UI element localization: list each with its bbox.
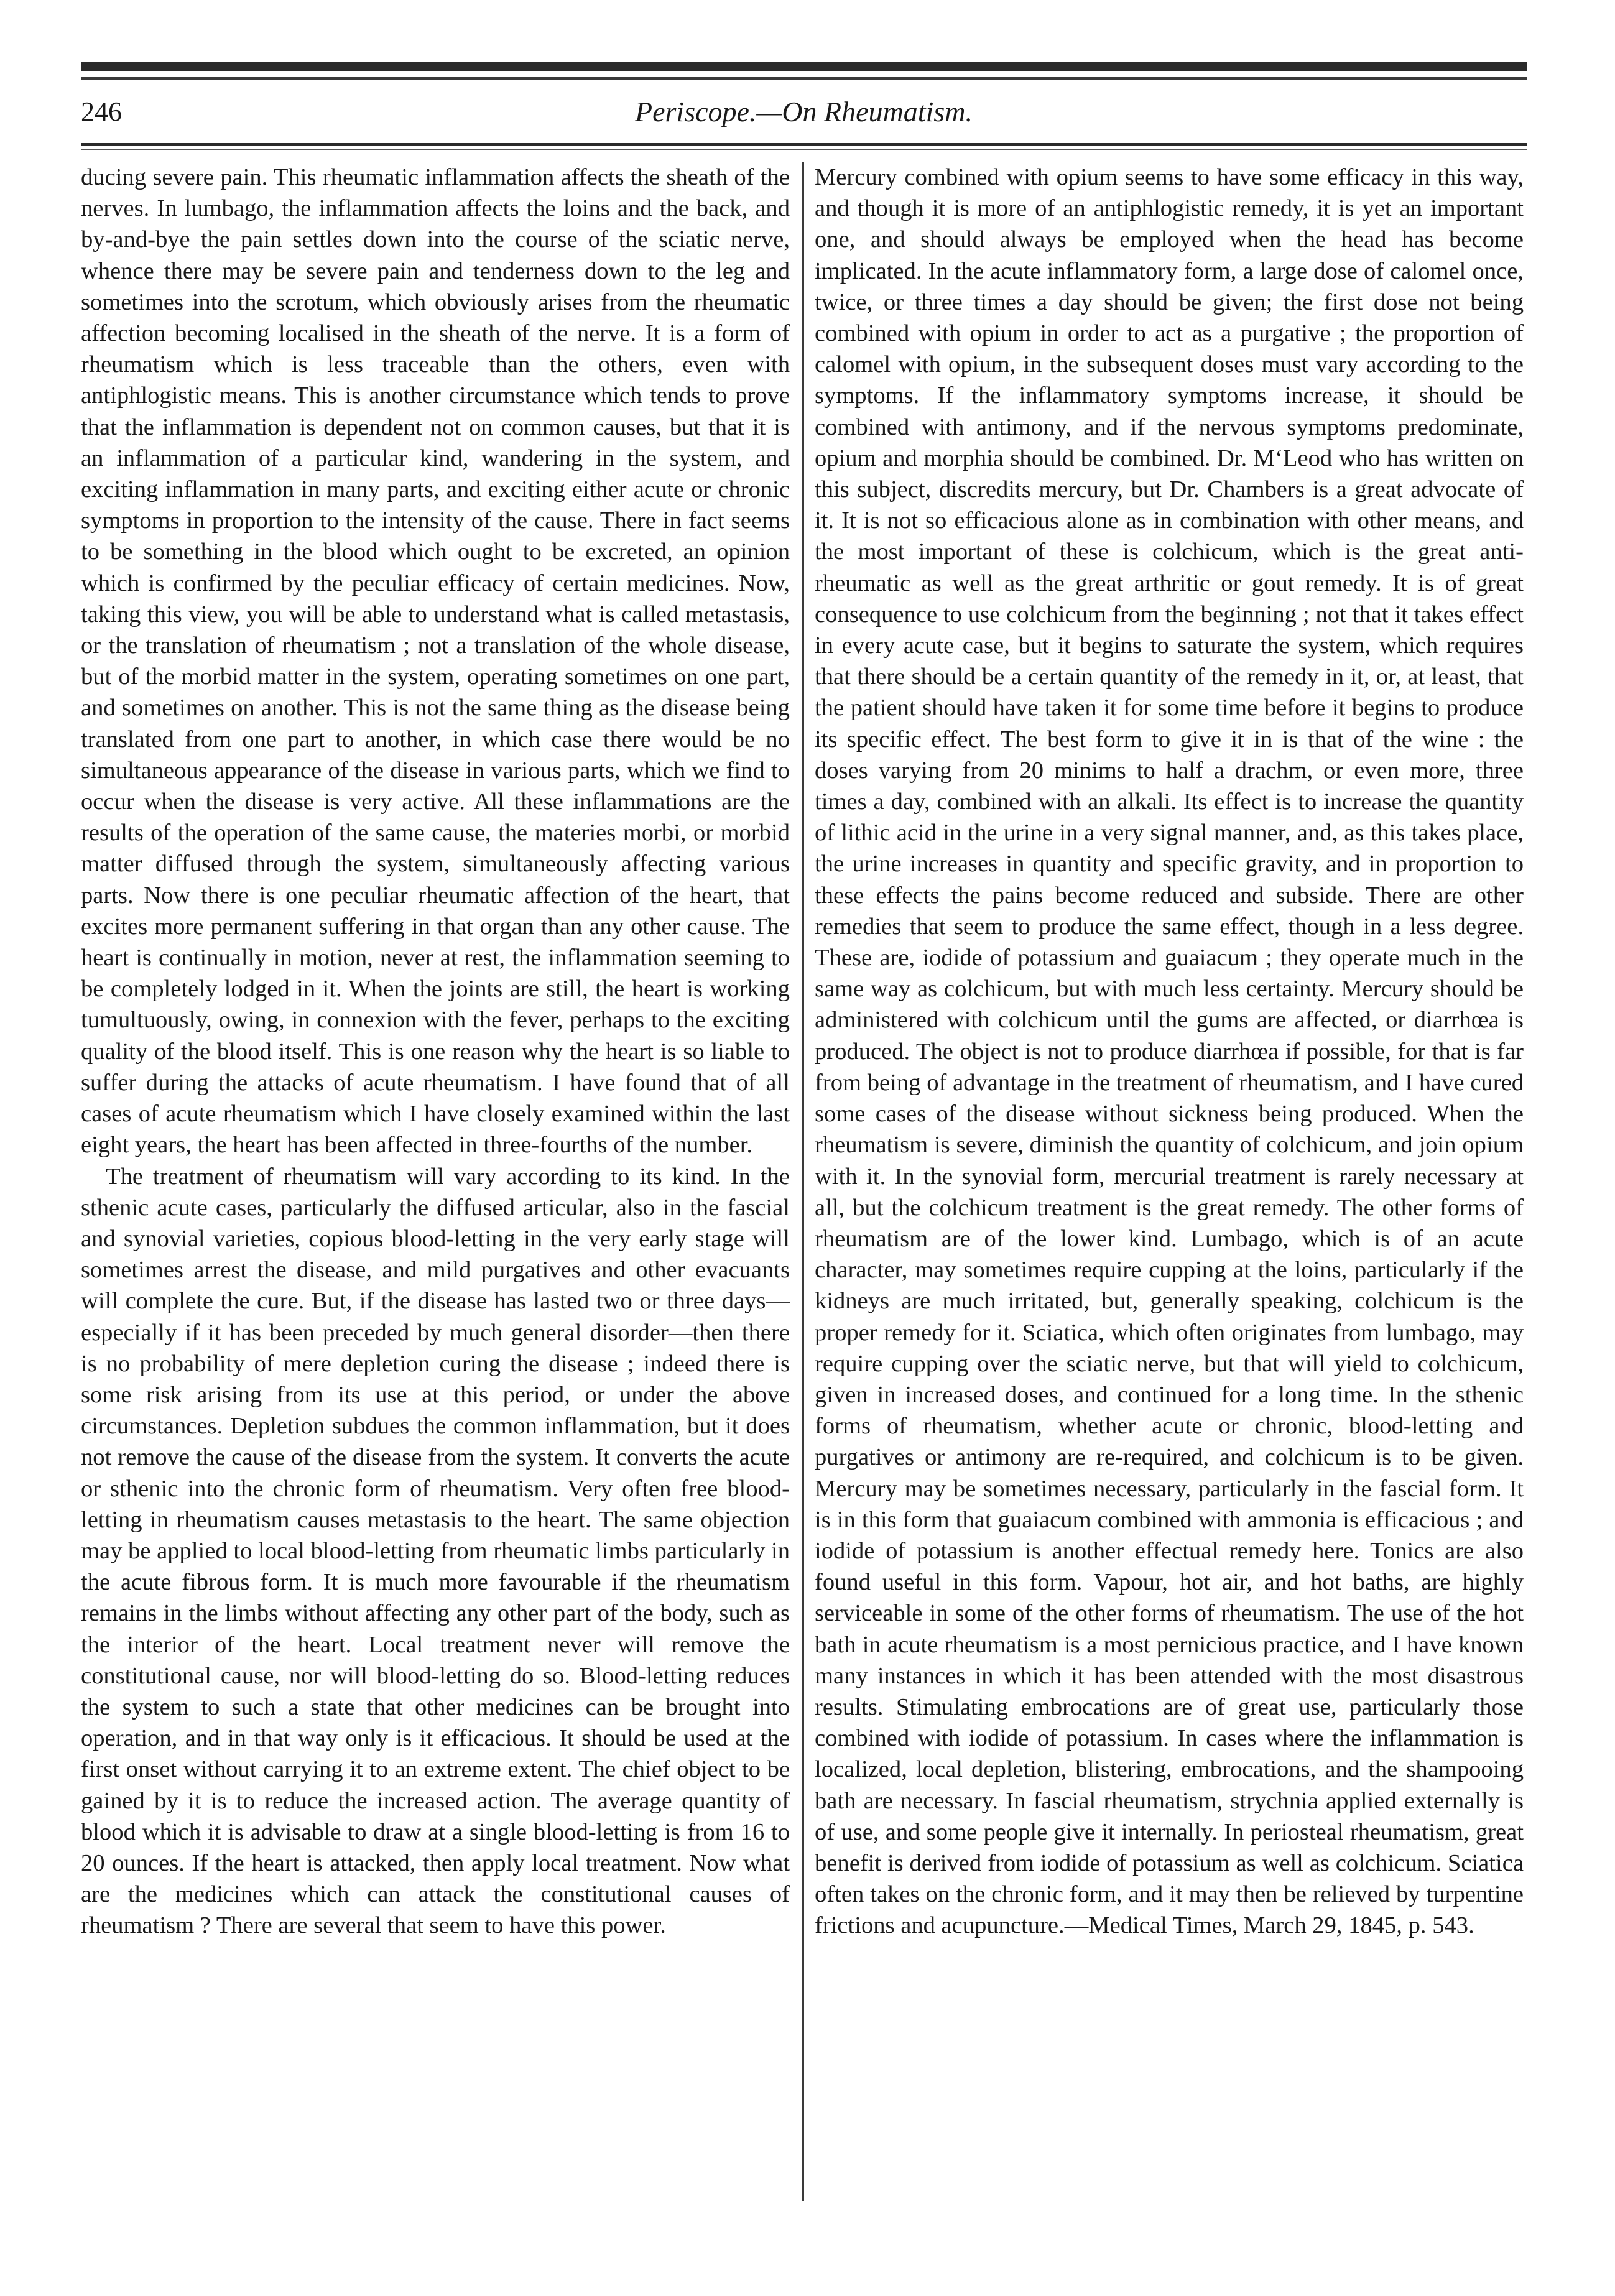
- column-divider: [802, 162, 804, 2201]
- right-column: [815, 162, 1524, 2239]
- header-rule-secondary: [81, 149, 1527, 150]
- left-paragraph-2: The treatment of rheumatism will vary according to its kind. In the sthenic acute cases, particularly the diffused articular, also in the fascial and synovial varieties, copious blood-letting in the very early stage will sometimes arrest the disease, and mild purgatives and other evacuants will complete the cure. But, if the disease has lasted two or three days—especially if it has been preceded by much general disorder—then there is no probability of mere depletion curing the disease ; indeed there is some risk arising from its use at this period, or under the above circumstances. Depletion subdues the common inflammation, but it does not remove the cause of the disease from the system. It converts the acute or sthenic into the chronic form of rheumatism. Very often free blood-letting in rheumatism causes metastasis to the heart. The same objection may be applied to local blood-letting from rheumatic limbs particularly in the acute fibrous form. It is much more favourable if the rheumatism remains in the limbs without affecting any other part of the body, such as the interior of the heart. Local treatment never will remove the constitutional cause, nor will blood-letting do so. Blood-letting reduces the system to such a state that other medicines can be brought into operation, and in that way only is it efficacious. It should be used at the first onset without carrying it to an extreme extent. The chief object to be gained by it is to reduce the increased action. The average quantity of blood which it is advisable to draw at a single blood-letting is from 16 to 20 ounces. If the heart is attacked, then apply local treatment. Now what are the medicines which can attack the constitutional causes of rheumatism ? There are several that seem to have this power.: [81, 1163, 790, 1939]
- left-column: [81, 162, 790, 2239]
- header-rule: [81, 143, 1527, 146]
- running-head: [81, 93, 1527, 143]
- top-rule-secondary: [81, 77, 1527, 80]
- running-title: Periscope.—On Rheumatism.: [635, 96, 973, 127]
- right-paragraph-1: Mercury combined with opium seems to have some efficacy in this way, and though it is more of an antiphlogistic remedy, it is yet an important one, and should always be employed when the head has become implicated. In the acute inflammatory form, a large dose of calomel once, twice, or three times a day should be given; the first dose not being combined with opium in order to act as a purgative ; the proportion of calomel with opium, in the subsequent doses must vary according to the symptoms. If the inflammatory symptoms increase, it should be combined with antimony, and if the nervous symptoms predominate, opium and morphia should be combined. Dr. M‘Leod who has written on this subject, discredits mercury, but Dr. Chambers is a great advocate of it. It is not so efficacious alone as in combination with other means, and the most important of these is colchicum, which is the great anti-rheumatic as well as the great arthritic or gout remedy. It is of great consequence to use colchicum from the beginning ; not that it takes effect in every acute case, but it begins to saturate the system, which requires that there should be a certain quantity of the remedy in it, or, at least, that the patient should have taken it for some time before it begins to produce its specific effect. The best form to give it in is that of the wine : the doses varying from 20 minims to half a drachm, or even more, three times a day, combined with an alkali. Its effect is to increase the quantity of lithic acid in the urine in a very signal manner, and, as this takes place, the urine increases in quantity and specific gravity, and in proportion to these effects the pains become reduced and subside. There are other remedies that seem to produce the same effect, though in a less degree. These are, iodide of potassium and guaiacum ; they operate much in the same way as colchicum, but with much less certainty. Mercury should be administered with colchicum until the gums are affected, or diarrhœa is produced. The object is not to produce diarrhœa if possible, for that is far from being of advantage in the treatment of rheumatism, and I have cured some cases of the disease without sickness being produced. When the rheumatism is severe, diminish the quantity of colchicum, and join opium with it. In the synovial form, mercurial treatment is rarely necessary at all, but the colchicum treatment is the great remedy. The other forms of rheumatism are of the lower kind. Lumbago, which is of an acute character, may sometimes require cupping at the loins, particularly if the kidneys are much irritated, but, generally speaking, colchicum is the proper remedy for it. Sciatica, which often originates from lumbago, may require cupping over the sciatic nerve, but that will yield to colchicum, given in increased doses, and continued for a long time. In the sthenic forms of rheumatism, whether acute or chronic, blood-letting and purgatives or antimony are re-required, and colchicum is to be given. Mercury may be sometimes necessary, particularly in the fascial form. It is in this form that guaiacum combined with ammonia is efficacious ; and iodide of potassium is another effectual remedy here. Tonics are also found useful in this form. Vapour, hot air, and hot baths, are highly serviceable in some of the other forms of rheumatism. The use of the hot bath in acute rheumatism is a most pernicious practice, and I have known many instances in which it has been attended with the most disastrous results. Stimulating embrocations are of great use, particularly those combined with iodide of potassium. In cases where the inflammation is localized, local depletion, blistering, embrocations, and the shampooing bath are necessary. In fascial rheumatism, strychnia applied externally is of use, and some people give it internally. In periosteal rheumatism, great benefit is derived from iodide of potassium as well as colchicum. Sciatica often takes on the chronic form, and it may then be relieved by turpentine frictions and acupuncture.—Medical Times, March 29, 1845, p. 543.: [815, 164, 1524, 1939]
- top-rule: [81, 62, 1527, 71]
- journal-page: [81, 62, 1527, 2239]
- left-paragraph-1: ducing severe pain. This rheumatic inflammation affects the sheath of the nerves. In lumbago, the inflammation affects the loins and the back, and by-and-bye the pain settles down into the course of the sciatic nerve, whence there may be severe pain and tenderness down to the leg and sometimes into the scrotum, which obviously arises from the rheumatic affection becoming localised in the sheath of the nerve. It is a form of rheumatism which is less traceable than the others, even with antiphlogistic means. This is another circumstance which tends to prove that the inflammation is dependent not on common causes, but that it is an inflammation of a particular kind, wandering in the system, and exciting inflammation in many parts, and exciting either acute or chronic symptoms in proportion to the intensity of the cause. There in fact seems to be something in the blood which ought to be excreted, an opinion which is confirmed by the peculiar efficacy of certain medicines. Now, taking this view, you will be able to understand what is called metastasis, or the translation of rheumatism ; not a translation of the whole disease, but of the morbid matter in the system, operating sometimes on one part, and sometimes on another. This is not the same thing as the disease being translated from one part to another, in which case there would be no simultaneous appearance of the disease in various parts, which we find to occur when the disease is very active. All these inflammations are the results of the operation of the same cause, the materies morbi, or morbid matter diffused through the system, simultaneously affecting various parts. Now there is one peculiar rheumatic affection of the heart, that excites more permanent suffering in that organ than any other cause. The heart is continually in motion, never at rest, the inflammation seeming to be completely lodged in it. When the joints are still, the heart is working tumultuously, owing, in connexion with the fever, perhaps to the exciting quality of the blood itself. This is one reason why the heart is so liable to suffer during the attacks of acute rheumatism. I have found that of all cases of acute rheumatism which I have closely examined within the last eight years, the heart has been affected in three-fourths of the number.: [81, 164, 790, 1159]
- page-number: 246: [81, 96, 122, 127]
